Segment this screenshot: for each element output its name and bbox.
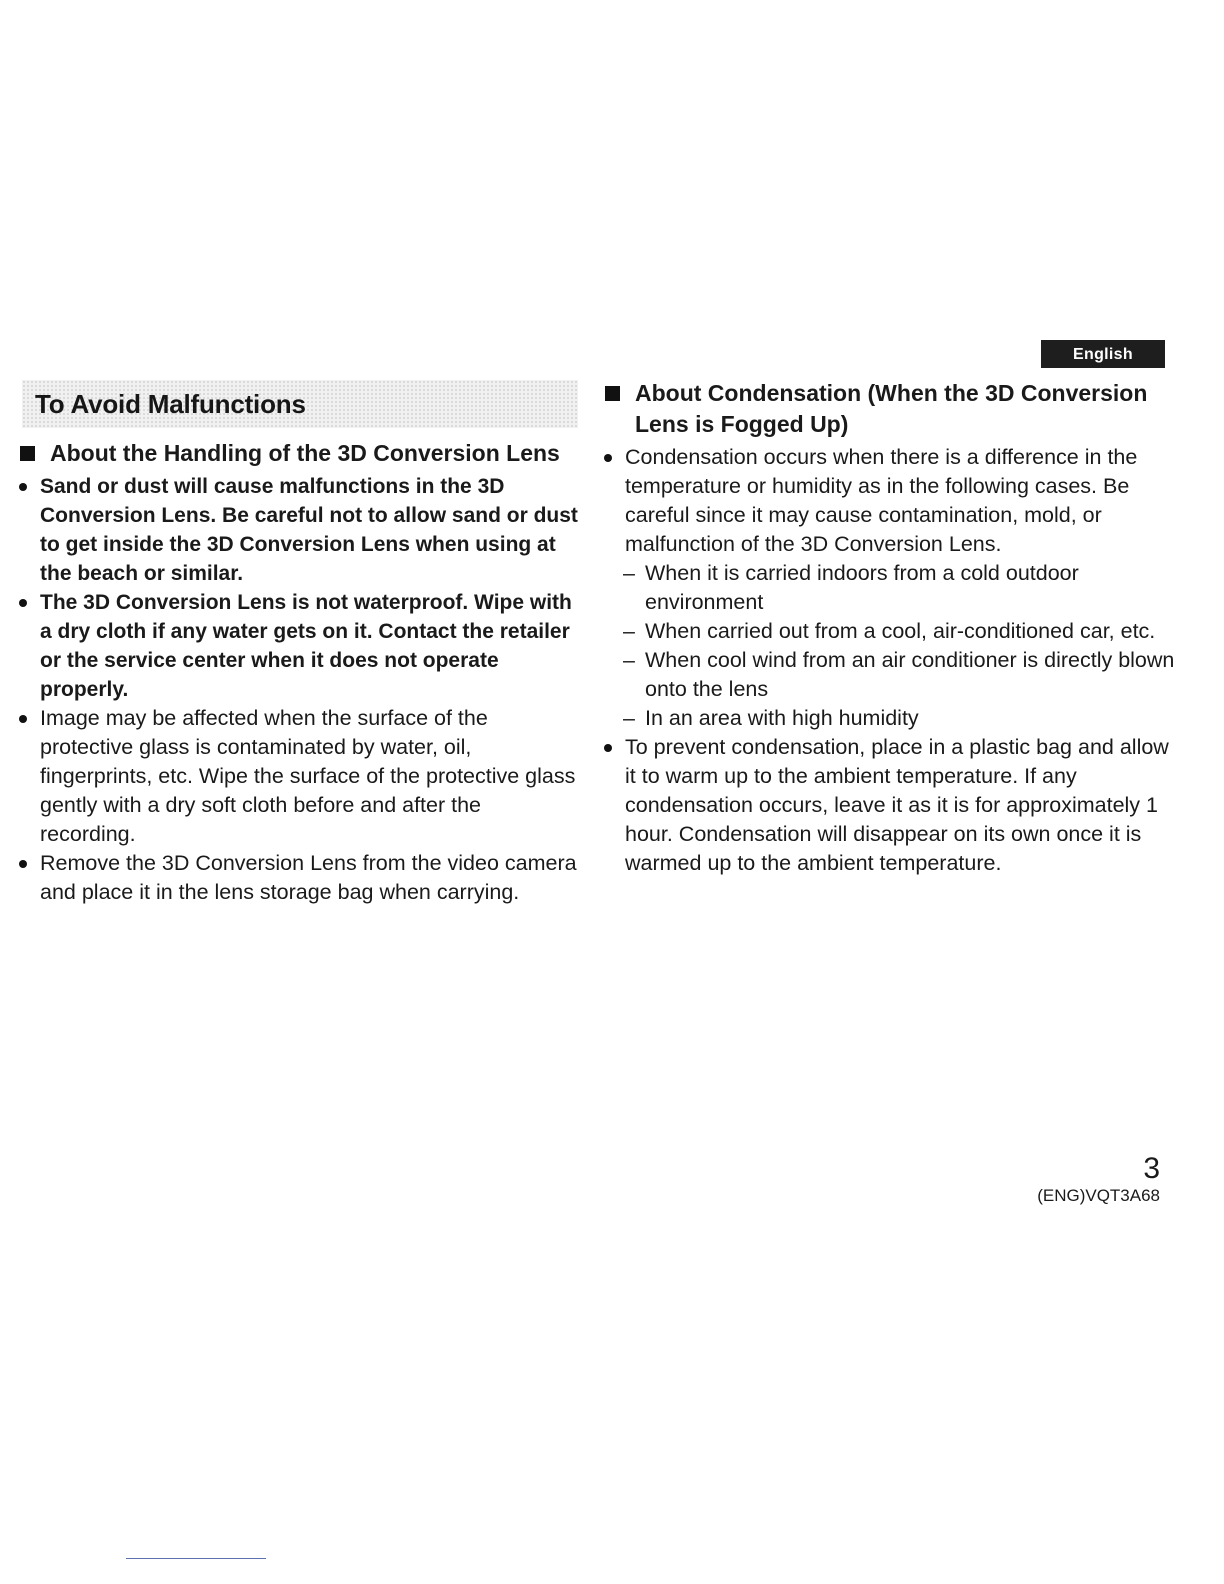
list-item	[18, 472, 578, 588]
list-item-text: Remove the 3D Conversion Lens from the video camera and place it in the lens storage bag when carrying.	[40, 851, 577, 904]
sub-list-item-text: When it is carried indoors from a cold outdoor environment	[645, 561, 1079, 614]
handling-heading	[18, 438, 578, 469]
list-item	[18, 704, 578, 849]
list-item	[18, 849, 578, 907]
list-item-text: To prevent condensation, place in a plastic bag and allow it to warm up to the ambient temperature. If any condensation occurs, leave it as it is for approximately 1 hour. Condensation will disappear on its own once it is warmed up to the ambient temperature.	[625, 735, 1169, 875]
right-column	[603, 378, 1178, 878]
dash-bullet: –	[623, 619, 635, 643]
bullet-icon	[19, 860, 27, 868]
sub-list-item	[603, 646, 1178, 704]
bullet-icon	[19, 715, 27, 723]
dash-bullet: –	[623, 706, 635, 730]
bullet-icon	[19, 483, 27, 491]
page-number: 3	[1143, 1152, 1160, 1185]
sub-list-item	[603, 617, 1178, 646]
condensation-heading	[603, 378, 1178, 440]
language-tab: English	[1041, 340, 1165, 368]
square-bullet-icon	[20, 446, 35, 461]
section-banner	[22, 380, 578, 428]
bullet-icon	[604, 454, 612, 462]
list-item	[603, 733, 1178, 878]
dash-bullet: –	[623, 648, 635, 672]
section-title: To Avoid Malfunctions	[35, 389, 306, 419]
list-item-text: Sand or dust will cause malfunctions in the 3D Conversion Lens. Be careful not to allow sand or dust to get inside the 3D Conversion Lens when using at the beach or similar.	[40, 475, 578, 585]
bullet-icon	[19, 599, 27, 607]
list-item-text: Image may be affected when the surface of the protective glass is contaminated by water, oil, fingerprints, etc. Wipe the surface of the protective glass gently with a dry soft cloth before and after the recording.	[40, 706, 576, 846]
sub-list-item	[603, 704, 1178, 733]
sub-list-item	[603, 559, 1178, 617]
handling-heading-text: About the Handling of the 3D Conversion Lens	[50, 440, 560, 466]
document-code: (ENG)VQT3A68	[1037, 1186, 1160, 1205]
sub-list-item-text: When cool wind from an air conditioner is directly blown onto the lens	[645, 648, 1175, 701]
footer-rule	[126, 1558, 266, 1559]
dash-bullet: –	[623, 561, 635, 585]
list-item	[18, 588, 578, 704]
list-item-text: Condensation occurs when there is a difference in the temperature or humidity as in the following cases. Be careful since it may cause contamination, mold, or malfunction of the 3D Conversion Lens.	[625, 445, 1138, 556]
sub-list-item-text: When carried out from a cool, air-conditioned car, etc.	[645, 619, 1156, 643]
condensation-heading-text: About Condensation (When the 3D Conversion Lens is Fogged Up)	[635, 380, 1148, 437]
list-item-text: The 3D Conversion Lens is not waterproof. Wipe with a dry cloth if any water gets on it. Contact the retailer or the service center when it does not operate properly.	[40, 591, 572, 701]
bullet-icon	[604, 744, 612, 752]
left-column	[18, 438, 578, 907]
list-item	[603, 443, 1178, 559]
sub-list-item-text: In an area with high humidity	[645, 706, 919, 730]
square-bullet-icon	[605, 386, 620, 401]
